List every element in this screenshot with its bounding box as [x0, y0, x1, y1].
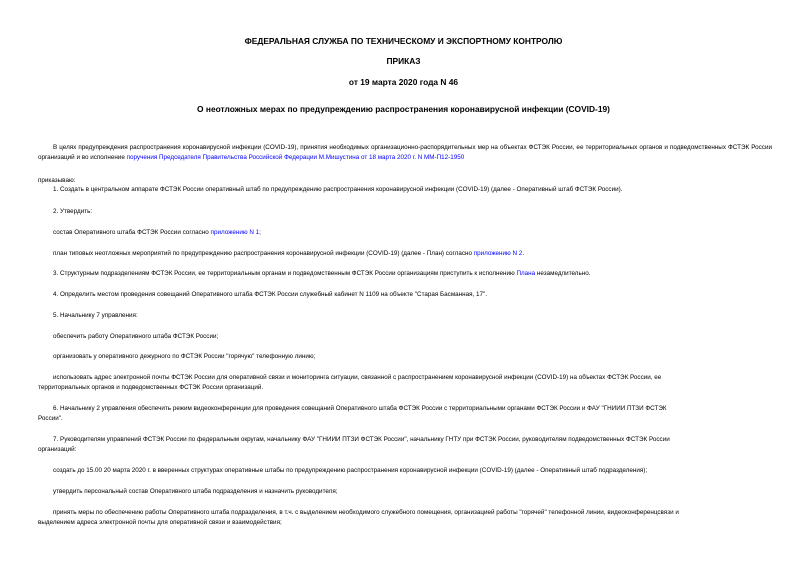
prikazyvayu-text: приказываю: — [38, 177, 76, 184]
appendix-2-link[interactable]: приложению N 2 — [473, 250, 523, 257]
paragraph-3-text: 3. Структурным подразделениям ФСТЭК России, ее территориальным органам и подведомственным ФСТЭК России организациям приступить к исполнению — [53, 270, 517, 277]
government-order-link[interactable]: поручения Председателя Правительства Российской Федерации М.Мишустина от 18 марта 2020 г. N ММ-П12-1950 — [126, 154, 465, 161]
paragraph-2b — [53, 249, 524, 259]
paragraph-7b: утвердить персональный состав Оперативного штаба подразделения и назначить руководителя; — [53, 488, 338, 495]
order-subject-title: О неотложных мерах по предупреждению распространения коронавирусной инфекции (COVID-19) — [197, 104, 610, 114]
date-number-line: от 19 марта 2020 года N 46 — [348, 77, 459, 87]
paragraph-5c-line1: использовать адрес электронной почты ФСТЭК России для оперативной связи и мониторинга ситуации, связанной с распространением коронавирусной инфекции (COVID-19) на объектах ФСТЭК России, ее — [53, 374, 662, 381]
paragraph-7-line2: организаций: — [38, 446, 77, 453]
paragraph-7-line1: 7. Руководителям управлений ФСТЭК России по федеральным округам, начальнику ФАУ "ГНИИИ ПТЗИ ФСТЭК России", начальнику ГНТУ при ФСТЭК России, руководителям подведомственных ФСТЭК России — [53, 436, 670, 443]
paragraph-7c-line1: принять меры по обеспечению работы Оперативного штаба подразделения, в т.ч. с выделением необходимого служебного помещения, организацией работы "горячей" телефонной линии, видеоконференцсвязи и — [53, 509, 679, 516]
paragraph-7a: создать до 15.00 20 марта 2020 г. в вверенных структурах оперативные штабы по предупреждению распространения коронавирусной инфекции (COVID-19) (далее - Оперативный штаб подразделения); — [53, 467, 648, 474]
paragraph-4: 4. Определить местом проведения совещаний Оперативного штаба ФСТЭК России служебный кабинет N 1109 на объекте "Старая Басманная, 17". — [53, 291, 488, 298]
paragraph-2: 2. Утвердить: — [53, 208, 93, 215]
paragraph-7c-line2: выделением адреса электронной почты для оперативной связи и взаимодействия; — [38, 519, 282, 526]
paragraph-2a-end: ; — [259, 229, 261, 236]
paragraph-3-end: незамедлительно. — [535, 270, 591, 277]
intro-paragraph — [38, 143, 772, 163]
paragraph-2b-end: . — [522, 250, 525, 257]
paragraph-5c-line2: территориальных органов и подведомственных ФСТЭК России организаций. — [38, 384, 264, 391]
plan-link[interactable]: Плана — [516, 270, 536, 277]
paragraph-2a — [53, 228, 261, 238]
paragraph-2a-text: состав Оперативного штаба ФСТЭК России согласно — [53, 229, 211, 236]
agency-title: ФЕДЕРАЛЬНАЯ СЛУЖБА ПО ТЕХНИЧЕСКОМУ И ЭКСПОРТНОМУ КОНТРОЛЮ — [244, 36, 563, 46]
paragraph-2b-text: план типовых неотложных мероприятий по предупреждению распространения коронавирусной инфекции (COVID-19) (далее - План) согласно — [53, 250, 474, 257]
doc-type-title: ПРИКАЗ — [386, 56, 421, 66]
paragraph-5b: организовать у оперативного дежурного по ФСТЭК России "горячую" телефонную линию; — [53, 353, 316, 360]
paragraph-6-line2: России". — [38, 415, 63, 422]
paragraph-3 — [53, 269, 590, 279]
paragraph-6-line1: 6. Начальнику 2 управления обеспечить режим видеоконференции для проведения совещаний Оперативного штаба ФСТЭК России с территориальными органами ФСТЭК России и ФАУ "ГНИИИ ПТЗИ ФСТЭК — [53, 405, 667, 412]
paragraph-5a: обеспечить работу Оперативного штаба ФСТЭК России; — [53, 333, 219, 340]
appendix-1-link[interactable]: приложению N 1 — [210, 229, 260, 236]
intro-text: В целях предупреждения распространения коронавирусной инфекции (COVID-19), принятия необходимых организационно-распорядительных мер на объектах ФСТЭК России, ее территориальных органов и подведомственных ФСТЭК России организаций и во исполнение — [38, 144, 772, 161]
paragraph-1: 1. Создать в центральном аппарате ФСТЭК России оперативный штаб по предупреждению распространения коронавирусной инфекции (COVID-19) (далее - Оперативный штаб ФСТЭК России). — [53, 186, 623, 193]
paragraph-5: 5. Начальнику 7 управления: — [53, 312, 138, 319]
